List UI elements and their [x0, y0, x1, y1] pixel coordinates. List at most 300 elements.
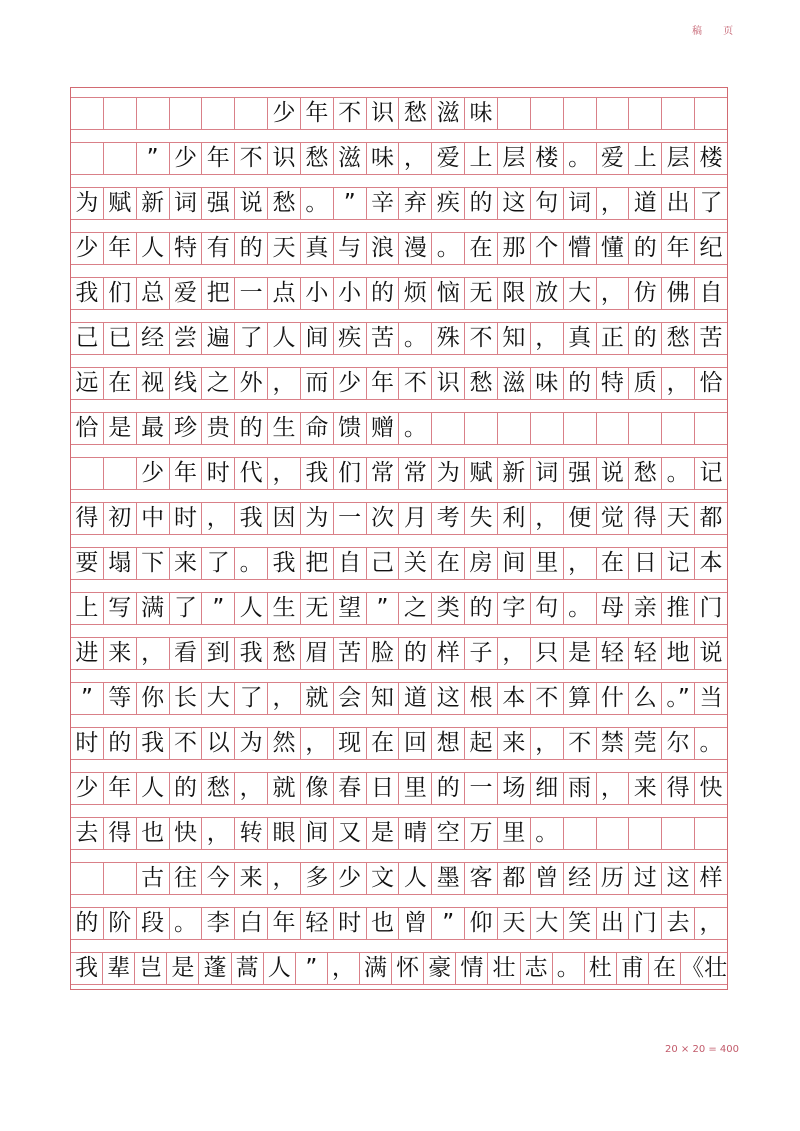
grid-cell: 我	[71, 278, 104, 309]
grid-cell: 在	[597, 548, 630, 579]
grid-cell: 得	[629, 503, 662, 534]
grid-cell: 塌	[104, 548, 137, 579]
grid-cell: 莞	[629, 728, 662, 759]
grid-cell: 少	[334, 863, 367, 894]
grid-cell: 弃	[399, 188, 432, 219]
grid-cell: 了	[170, 593, 203, 624]
grid-row	[71, 817, 727, 850]
grid-cell	[71, 863, 104, 894]
grid-cell: 词	[531, 458, 564, 489]
grid-cell: 苦	[334, 638, 367, 669]
grid-cell: 年	[202, 143, 235, 174]
grid-cell: 为	[432, 458, 465, 489]
grid-cell: 经	[137, 323, 170, 354]
grid-cell: 年	[268, 908, 301, 939]
grid-cell: 己	[367, 548, 400, 579]
grid-cell: 日	[629, 548, 662, 579]
grid-cell: 就	[268, 773, 301, 804]
grid-cell: 豪	[424, 953, 456, 984]
grid-cell: 辈	[103, 953, 135, 984]
grid-cell: 们	[334, 458, 367, 489]
grid-cell: 类	[432, 593, 465, 624]
grid-cell: 滋	[432, 98, 465, 129]
page-header-label: 稿 页	[692, 26, 743, 37]
grid-cell: 上	[71, 593, 104, 624]
grid-cell: 那	[498, 233, 531, 264]
grid-cell: 们	[104, 278, 137, 309]
grid-cell: ”	[367, 593, 400, 624]
grid-cell: 这	[662, 863, 695, 894]
grid-cell: 放	[531, 278, 564, 309]
grid-cell: 的	[71, 908, 104, 939]
grid-cell: 日	[367, 773, 400, 804]
grid-cell: 滋	[498, 368, 531, 399]
grid-cell: 不	[235, 143, 268, 174]
composition-grid	[70, 87, 728, 990]
grid-cell: 不	[399, 368, 432, 399]
grid-cell: 愁	[465, 368, 498, 399]
grid-cell: ，	[597, 773, 630, 804]
grid-cell	[597, 818, 630, 849]
grid-cell: 壮	[488, 953, 520, 984]
grid-cell: 时	[202, 458, 235, 489]
grid-cell: 的	[399, 638, 432, 669]
grid-cell: 自	[334, 548, 367, 579]
grid-cell: 本	[699, 550, 723, 576]
grid-cell: 的	[564, 368, 597, 399]
grid-cell: 上	[629, 143, 662, 174]
grid-cell: 而	[301, 368, 334, 399]
grid-cell	[662, 98, 695, 129]
grid-cell: 愁	[399, 98, 432, 129]
grid-cell: ，	[399, 143, 432, 174]
grid-cell: 曾	[531, 863, 564, 894]
grid-cell: 不	[334, 98, 367, 129]
grid-cell: 了	[235, 323, 268, 354]
grid-cell	[71, 143, 104, 174]
grid-cell: 味	[367, 143, 400, 174]
grid-cell: 的	[432, 773, 465, 804]
grid-cell: 你	[137, 683, 170, 714]
grid-cell: 经	[564, 863, 597, 894]
grid-cell: 尔	[662, 728, 695, 759]
grid-cell: 月	[399, 503, 432, 534]
grid-cell: 字	[498, 593, 531, 624]
grid-cell: 蒿	[232, 953, 264, 984]
grid-row	[71, 367, 727, 400]
grid-cell: 年	[301, 98, 334, 129]
grid-cell: 往	[170, 863, 203, 894]
grid-cell: 尝	[170, 323, 203, 354]
grid-cell: 天	[268, 233, 301, 264]
grid-cell: 强	[202, 188, 235, 219]
grid-cell: 来	[629, 773, 662, 804]
grid-cell: 都	[699, 505, 723, 531]
grid-cell: 为	[235, 728, 268, 759]
grid-cell: 年	[170, 458, 203, 489]
grid-cell: 贵	[202, 413, 235, 444]
grid-cell: 的	[367, 278, 400, 309]
grid-cell: 识	[268, 143, 301, 174]
grid-cell: 道	[399, 683, 432, 714]
grid-row	[71, 727, 727, 760]
grid-cell: 轻	[301, 908, 334, 939]
grid-cell: 次	[367, 503, 400, 534]
grid-cell: 间	[301, 323, 334, 354]
grid-cell: 小	[301, 278, 334, 309]
grid-cell: 里	[498, 818, 531, 849]
grid-cell	[629, 818, 662, 849]
grid-cell: 去	[662, 908, 695, 939]
grid-cell: 年	[367, 368, 400, 399]
grid-cell	[71, 98, 104, 129]
grid-cell: 常	[367, 458, 400, 489]
grid-cell: 觉	[597, 503, 630, 534]
grid-cell: 是	[167, 953, 199, 984]
grid-cell: 辛	[367, 188, 400, 219]
grid-cell: 历	[597, 863, 630, 894]
grid-cell: 这	[498, 188, 531, 219]
grid-cell: 来	[498, 728, 531, 759]
grid-row	[71, 277, 727, 310]
grid-cell: 像	[301, 773, 334, 804]
grid-cell	[498, 413, 531, 444]
grid-cell: 也	[367, 908, 400, 939]
grid-cell: 关	[399, 548, 432, 579]
grid-cell: 爱	[432, 143, 465, 174]
grid-cell	[432, 413, 465, 444]
grid-cell: 写	[104, 593, 137, 624]
grid-cell: ，	[235, 773, 268, 804]
grid-cell: 真	[564, 323, 597, 354]
grid-cell: 年	[104, 233, 137, 264]
grid-cell: 识	[432, 368, 465, 399]
grid-row	[71, 322, 727, 355]
grid-cell: 大	[531, 908, 564, 939]
grid-cell: 生	[268, 413, 301, 444]
grid-cell	[104, 458, 137, 489]
grid-cell: 层	[498, 143, 531, 174]
grid-cell	[104, 98, 137, 129]
grid-cell: 外	[235, 368, 268, 399]
grid-cell: 个	[531, 233, 564, 264]
grid-cell: 一	[465, 773, 498, 804]
grid-cell: 层	[662, 143, 695, 174]
grid-cell: 笑	[564, 908, 597, 939]
grid-cell: 。”	[662, 683, 695, 714]
grid-cell: 子	[465, 638, 498, 669]
grid-cell: 质	[629, 368, 662, 399]
grid-cell: ，	[268, 683, 301, 714]
grid-cell: 愁	[301, 143, 334, 174]
grid-cell: 线	[170, 368, 203, 399]
grid-cell: 苦	[367, 323, 400, 354]
grid-cell: 的	[629, 233, 662, 264]
grid-cell: 。	[564, 143, 597, 174]
grid-cell: 不	[564, 728, 597, 759]
grid-cell: 懵	[564, 233, 597, 264]
grid-cell: ，	[498, 638, 531, 669]
grid-cell: 佛	[662, 278, 695, 309]
grid-cell: 。	[235, 548, 268, 579]
grid-cell: 仰	[465, 908, 498, 939]
grid-cell: 愁	[268, 188, 301, 219]
grid-cell: 过	[629, 863, 662, 894]
grid-cell: 新	[137, 188, 170, 219]
grid-cell: 在	[649, 953, 681, 984]
grid-cell: 最	[137, 413, 170, 444]
grid-row	[71, 772, 727, 805]
grid-cell: 愁	[202, 773, 235, 804]
grid-cell: 在	[367, 728, 400, 759]
grid-cell: 望	[334, 593, 367, 624]
grid-cell: 知	[367, 683, 400, 714]
grid-cell: 万	[465, 818, 498, 849]
grid-cell: 快	[699, 775, 723, 801]
grid-cell: 不	[531, 683, 564, 714]
grid-cell: 得	[71, 503, 104, 534]
grid-cell: 是	[564, 638, 597, 669]
grid-cell	[597, 98, 630, 129]
grid-cell	[498, 98, 531, 129]
grid-cell: 恰	[699, 370, 723, 396]
grid-cell: 古	[137, 863, 170, 894]
grid-cell	[564, 818, 597, 849]
grid-cell: 特	[597, 368, 630, 399]
grid-cell: 甫	[617, 953, 649, 984]
grid-cell: 场	[498, 773, 531, 804]
grid-cell: 时	[170, 503, 203, 534]
grid-cell: 时	[334, 908, 367, 939]
grid-cell: 己	[71, 323, 104, 354]
grid-cell: 间	[301, 818, 334, 849]
grid-cell: 在	[465, 233, 498, 264]
grid-cell: ，	[564, 548, 597, 579]
grid-cell: 现	[334, 728, 367, 759]
grid-cell: 人	[399, 863, 432, 894]
grid-cell: 失	[465, 503, 498, 534]
grid-cell: 进	[71, 638, 104, 669]
grid-cell: 间	[498, 548, 531, 579]
grid-cell: 少	[334, 368, 367, 399]
grid-cell: 想	[432, 728, 465, 759]
grid-cell: 了	[699, 190, 723, 216]
grid-cell: 。	[432, 233, 465, 264]
grid-cell: 知	[498, 323, 531, 354]
grid-cell: 《壮	[681, 955, 728, 981]
grid-cell: 代	[235, 458, 268, 489]
grid-cell: 。	[531, 818, 564, 849]
grid-cell: 的	[104, 728, 137, 759]
grid-cell: 总	[137, 278, 170, 309]
grid-cell: 会	[334, 683, 367, 714]
grid-cell	[202, 98, 235, 129]
grid-cell: 便	[564, 503, 597, 534]
grid-cell: ”	[296, 953, 328, 984]
grid-cell: 房	[465, 548, 498, 579]
grid-row	[71, 412, 727, 445]
grid-cell: 味	[531, 368, 564, 399]
grid-cell: 志	[521, 953, 553, 984]
grid-cell: ，	[268, 863, 301, 894]
grid-cell: ，	[202, 818, 235, 849]
grid-cell: 因	[268, 503, 301, 534]
grid-cell	[137, 98, 170, 129]
grid-cell: 年	[662, 233, 695, 264]
grid-cell	[662, 818, 695, 849]
grid-cell: 限	[498, 278, 531, 309]
grid-cell: 这	[432, 683, 465, 714]
grid-cell: ”	[71, 683, 104, 714]
grid-cell: 蓬	[199, 953, 231, 984]
grid-count-label: 20 × 20 = 400	[665, 1044, 740, 1055]
grid-cell: 遍	[202, 323, 235, 354]
grid-cell: 赠	[367, 413, 400, 444]
grid-cell: ，	[301, 728, 334, 759]
grid-cell: 来	[235, 863, 268, 894]
grid-cell: 样	[699, 865, 723, 891]
grid-cell: 天	[498, 908, 531, 939]
grid-cell: 轻	[597, 638, 630, 669]
grid-cell: 小	[334, 278, 367, 309]
grid-cell: 当	[699, 685, 723, 711]
grid-cell: 我	[235, 503, 268, 534]
grid-row	[71, 187, 727, 220]
grid-cell: 把	[202, 278, 235, 309]
grid-cell: 强	[564, 458, 597, 489]
grid-cell: 漫	[399, 233, 432, 264]
grid-row	[71, 502, 727, 535]
grid-cell: 长	[170, 683, 203, 714]
grid-cell: 中	[137, 503, 170, 534]
grid-cell: 点	[268, 278, 301, 309]
grid-cell: 不	[465, 323, 498, 354]
grid-cell: 殊	[432, 323, 465, 354]
grid-cell: 时	[71, 728, 104, 759]
grid-cell: 人	[264, 953, 296, 984]
grid-cell: 样	[432, 638, 465, 669]
grid-cell: 一	[235, 278, 268, 309]
grid-cell: 少	[71, 233, 104, 264]
grid-cell: ”	[334, 188, 367, 219]
grid-cell: 识	[367, 98, 400, 129]
grid-cell: 去	[71, 818, 104, 849]
grid-cell: 之	[202, 368, 235, 399]
grid-cell: 母	[597, 593, 630, 624]
grid-row	[71, 592, 727, 625]
grid-cell: 里	[531, 548, 564, 579]
grid-cell: 得	[104, 818, 137, 849]
grid-row	[71, 637, 727, 670]
grid-cell: 根	[465, 683, 498, 714]
grid-cell: 本	[498, 683, 531, 714]
grid-cell: 是	[367, 818, 400, 849]
grid-cell: 句	[531, 593, 564, 624]
grid-cell: 轻	[629, 638, 662, 669]
grid-cell: 满	[137, 593, 170, 624]
grid-cell: 少	[170, 143, 203, 174]
grid-row	[71, 142, 727, 175]
grid-cell: 岂	[135, 953, 167, 984]
grid-cell: 疾	[432, 188, 465, 219]
grid-cell: 的	[235, 413, 268, 444]
grid-cell: ”	[137, 143, 170, 174]
grid-cell: 来	[104, 638, 137, 669]
grid-cell: 来	[170, 548, 203, 579]
grid-cell	[531, 98, 564, 129]
grid-cell: 无	[301, 593, 334, 624]
grid-cell: 都	[498, 863, 531, 894]
grid-cell: 我	[137, 728, 170, 759]
grid-cell: 道	[629, 188, 662, 219]
grid-cell: 春	[334, 773, 367, 804]
grid-cell: 文	[367, 863, 400, 894]
grid-cell: 新	[498, 458, 531, 489]
grid-cell	[564, 98, 597, 129]
grid-cell: 。	[399, 323, 432, 354]
grid-cell: 正	[597, 323, 630, 354]
grid-cell: 。	[564, 593, 597, 624]
grid-cell	[465, 413, 498, 444]
grid-cell: 赋	[104, 188, 137, 219]
grid-cell: 与	[334, 233, 367, 264]
grid-cell: ”	[202, 593, 235, 624]
grid-cell: 常	[399, 458, 432, 489]
grid-cell: 。	[553, 953, 585, 984]
grid-row	[71, 547, 727, 580]
grid-cell	[531, 413, 564, 444]
grid-cell: ，	[137, 638, 170, 669]
grid-cell	[104, 143, 137, 174]
grid-cell: 了	[202, 548, 235, 579]
grid-cell: 门	[699, 595, 723, 621]
grid-cell	[695, 413, 727, 444]
grid-cell: 起	[465, 728, 498, 759]
grid-cell: 我	[268, 548, 301, 579]
grid-cell: 之	[399, 593, 432, 624]
grid-cell: 。	[170, 908, 203, 939]
grid-cell: 。	[301, 188, 334, 219]
grid-cell: ，	[328, 953, 360, 984]
grid-cell: ，	[268, 458, 301, 489]
grid-cell: 为	[71, 188, 104, 219]
grid-cell: 只	[531, 638, 564, 669]
grid-cell: 爱	[170, 278, 203, 309]
grid-cell	[564, 413, 597, 444]
grid-cell: 的	[629, 323, 662, 354]
grid-cell: 又	[334, 818, 367, 849]
grid-cell: 烦	[399, 278, 432, 309]
grid-cell: 也	[137, 818, 170, 849]
grid-cell: ，	[202, 503, 235, 534]
grid-cell: 仿	[629, 278, 662, 309]
grid-cell: 段	[137, 908, 170, 939]
grid-cell: 在	[432, 548, 465, 579]
grid-cell: 愁	[629, 458, 662, 489]
grid-cell: 疾	[334, 323, 367, 354]
grid-row	[71, 457, 727, 490]
grid-row	[71, 862, 727, 895]
grid-cell: 。	[699, 730, 723, 756]
grid-cell: 少	[268, 98, 301, 129]
grid-cell: 禁	[597, 728, 630, 759]
grid-cell: 年	[104, 773, 137, 804]
grid-cell: 的	[235, 233, 268, 264]
grid-cell: 珍	[170, 413, 203, 444]
grid-cell: 愁	[268, 638, 301, 669]
grid-cell: 楼	[699, 145, 723, 171]
grid-cell: 愁	[662, 323, 695, 354]
